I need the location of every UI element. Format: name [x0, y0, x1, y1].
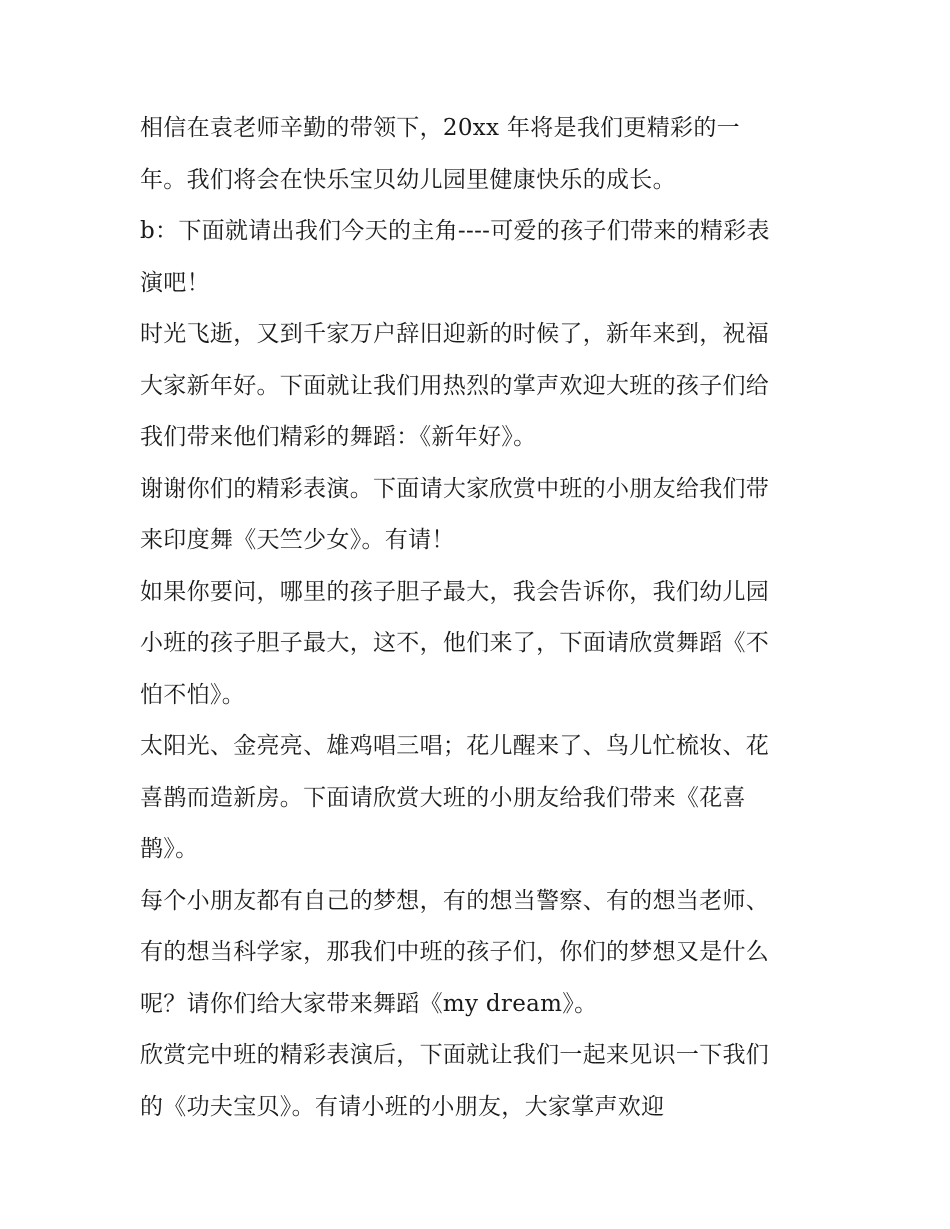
text-line: 欣赏完中班的精彩表演后，下面就让我们一起来见识一下我们: [140, 1042, 770, 1068]
text-line: 如果你要问，哪里的孩子胆子最大，我会告诉你，我们幼儿园: [140, 578, 770, 605]
text-line: 小班的孩子胆子最大，这不，他们来了，下面请欣赏舞蹈《不: [140, 630, 770, 656]
paragraph-1: [140, 103, 820, 206]
text-line: 时光飞逝，又到千家万户辞旧迎新的时候了，新年来到，祝福: [140, 321, 770, 347]
text-line: 演吧！: [140, 269, 210, 296]
paragraph-6: [140, 721, 820, 876]
text-line: 年。我们将会在快乐宝贝幼儿园里健康快乐的成长。: [140, 166, 676, 193]
text-line: 太阳光、金亮亮、雄鸡唱三唱；花儿醒来了、鸟儿忙梳妆、花: [140, 733, 770, 759]
paragraph-4: [140, 464, 820, 567]
paragraph-3: [140, 309, 820, 464]
text-line: b：下面就请出我们今天的主角----可爱的孩子们带来的精彩表: [140, 218, 770, 244]
text-line: 来印度舞《天竺少女》。有请！: [140, 527, 455, 553]
text-line: 我们带来他们精彩的舞蹈：《新年好》。: [140, 424, 537, 450]
text-line: 相信在袁老师辛勤的带领下，20xx 年将是我们更精彩的一: [140, 115, 740, 141]
paragraph-7: [140, 876, 820, 1031]
text-line: 的《功夫宝贝》。有请小班的小朋友，大家掌声欢迎: [140, 1093, 665, 1120]
text-line: 鹊》。: [140, 836, 199, 862]
text-line: 怕不怕》。: [140, 681, 245, 708]
paragraph-8: [140, 1030, 820, 1133]
text-line: 喜鹊而造新房。下面请欣赏大班的小朋友给我们带来《花喜: [140, 784, 746, 811]
paragraph-5: [140, 567, 820, 722]
text-line: 有的想当科学家，那我们中班的孩子们，你们的梦想又是什么: [140, 939, 770, 965]
text-line: 每个小朋友都有自己的梦想，有的想当警察、有的想当老师、: [140, 887, 770, 914]
paragraph-2: [140, 206, 820, 309]
text-line: 呢？请你们给大家带来舞蹈《my dream》。: [140, 990, 598, 1017]
text-line: 大家新年好。下面就让我们用热烈的掌声欢迎大班的孩子们给: [140, 372, 770, 399]
document-body: [140, 103, 820, 1133]
text-line: 谢谢你们的精彩表演。下面请大家欣赏中班的小朋友给我们带: [140, 475, 770, 502]
